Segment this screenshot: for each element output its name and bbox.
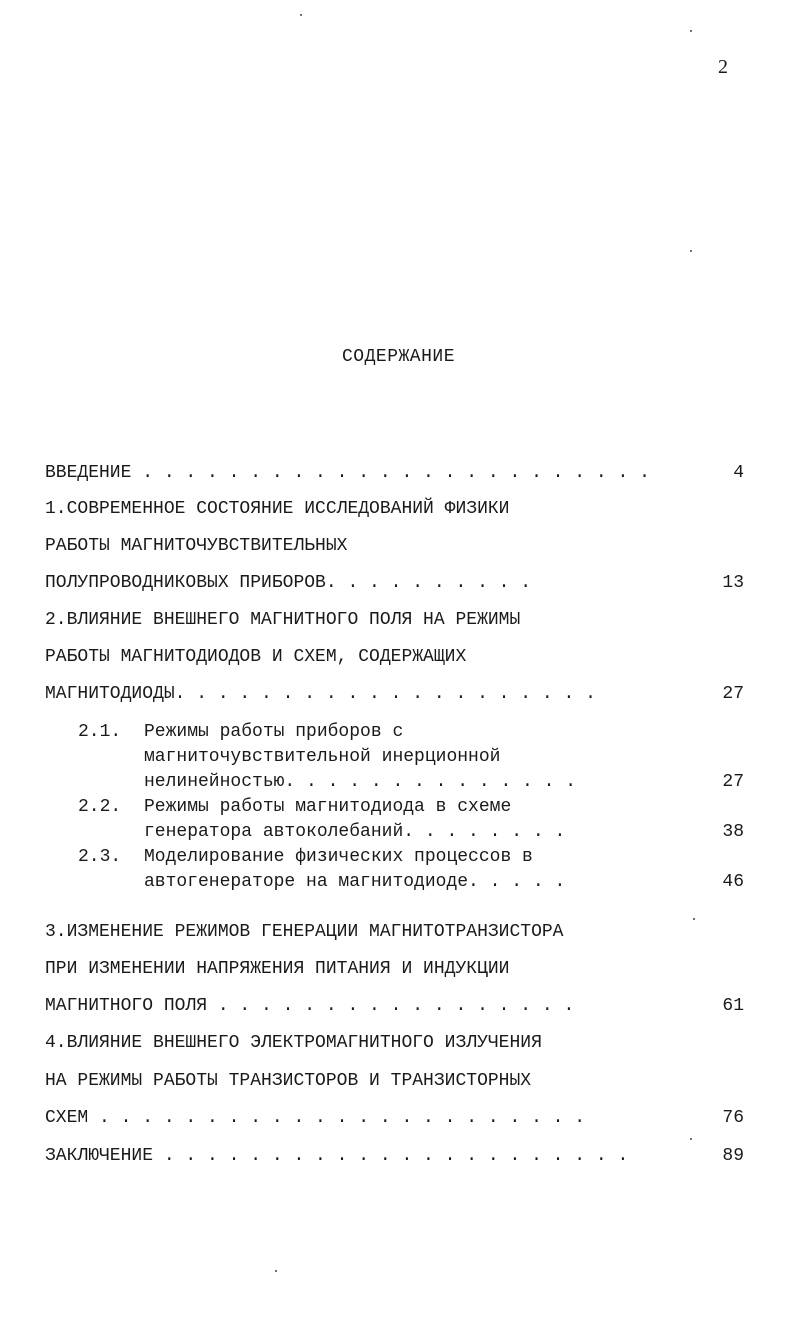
toc-sub-2-2-line2: генератора автоколебаний. . . . . . . . <box>144 822 566 842</box>
toc-entry-ch2-line2: РАБОТЫ МАГНИТОДИОДОВ И СХЕМ, СОДЕРЖАЩИХ <box>45 647 467 667</box>
toc-entry-ch2-line3: МАГНИТОДИОДЫ. . . . . . . . . . . . . . . . . . . . <box>45 684 596 704</box>
toc-entry-conclusion: ЗАКЛЮЧЕНИЕ . . . . . . . . . . . . . . . . . . . . . . <box>45 1146 629 1166</box>
toc-sub-2-1-line3: нелинейностью. . . . . . . . . . . . . . <box>144 772 577 792</box>
toc-title: СОДЕРЖАНИЕ <box>341 347 456 367</box>
toc-page-conclusion: 89 <box>722 1146 744 1166</box>
page-number: 2 <box>718 56 728 78</box>
toc-page-2-1: 27 <box>722 772 744 792</box>
toc-page-intro: 4 <box>733 463 744 483</box>
toc-entry-ch2-line1: 2.ВЛИЯНИЕ ВНЕШНЕГО МАГНИТНОГО ПОЛЯ НА РЕЖИМЫ <box>45 610 521 630</box>
toc-sub-2-3-line2: автогенераторе на магнитодиоде. . . . . <box>144 872 566 892</box>
toc-sub-num-2-3: 2.3. <box>78 847 122 867</box>
toc-entry-ch1-line3: ПОЛУПРОВОДНИКОВЫХ ПРИБОРОВ. . . . . . . . . . <box>45 573 532 593</box>
toc-entry-ch1-line1: 1.СОВРЕМЕННОЕ СОСТОЯНИЕ ИССЛЕДОВАНИЙ ФИЗИКИ <box>45 499 510 519</box>
scan-speck <box>690 250 692 252</box>
toc-sub-2-1-line2: магниточувствительной инерционной <box>144 747 501 767</box>
toc-page-2-3: 46 <box>722 872 744 892</box>
toc-entry-ch1-line2: РАБОТЫ МАГНИТОЧУВСТВИТЕЛЬНЫХ <box>45 536 348 556</box>
toc-sub-num-2-2: 2.2. <box>78 797 122 817</box>
toc-entry-ch3-line3: МАГНИТНОГО ПОЛЯ . . . . . . . . . . . . . . . . . <box>45 996 575 1016</box>
toc-page-ch2: 27 <box>722 684 744 704</box>
scan-speck <box>300 14 302 16</box>
toc-entry-intro: ВВЕДЕНИЕ . . . . . . . . . . . . . . . . . . . . . . . . <box>45 463 650 483</box>
scan-speck <box>690 1138 692 1140</box>
toc-entry-ch3-line1: 3.ИЗМЕНЕНИЕ РЕЖИМОВ ГЕНЕРАЦИИ МАГНИТОТРАНЗИСТОРА <box>45 922 564 942</box>
toc-sub-num-2-1: 2.1. <box>78 722 122 742</box>
toc-entry-ch4-line1: 4.ВЛИЯНИЕ ВНЕШНЕГО ЭЛЕКТРОМАГНИТНОГО ИЗЛУЧЕНИЯ <box>45 1033 542 1053</box>
toc-entry-ch3-line2: ПРИ ИЗМЕНЕНИИ НАПРЯЖЕНИЯ ПИТАНИЯ И ИНДУКЦИИ <box>45 959 510 979</box>
toc-page-2-2: 38 <box>722 822 744 842</box>
toc-sub-2-3-line1: Моделирование физических процессов в <box>144 847 533 867</box>
toc-page-ch3: 61 <box>722 996 744 1016</box>
scan-speck <box>693 918 695 920</box>
toc-entry-ch4-line2: НА РЕЖИМЫ РАБОТЫ ТРАНЗИСТОРОВ И ТРАНЗИСТОРНЫХ <box>45 1071 532 1091</box>
toc-page-ch4: 76 <box>722 1108 744 1128</box>
scan-speck <box>690 30 692 32</box>
toc-sub-2-1-line1: Режимы работы приборов с <box>144 722 404 742</box>
toc-page-ch1: 13 <box>722 573 744 593</box>
scan-speck <box>275 1270 277 1272</box>
toc-sub-2-2-line1: Режимы работы магнитодиода в схеме <box>144 797 512 817</box>
toc-entry-ch4-line3: СХЕМ . . . . . . . . . . . . . . . . . . . . . . . <box>45 1108 586 1128</box>
